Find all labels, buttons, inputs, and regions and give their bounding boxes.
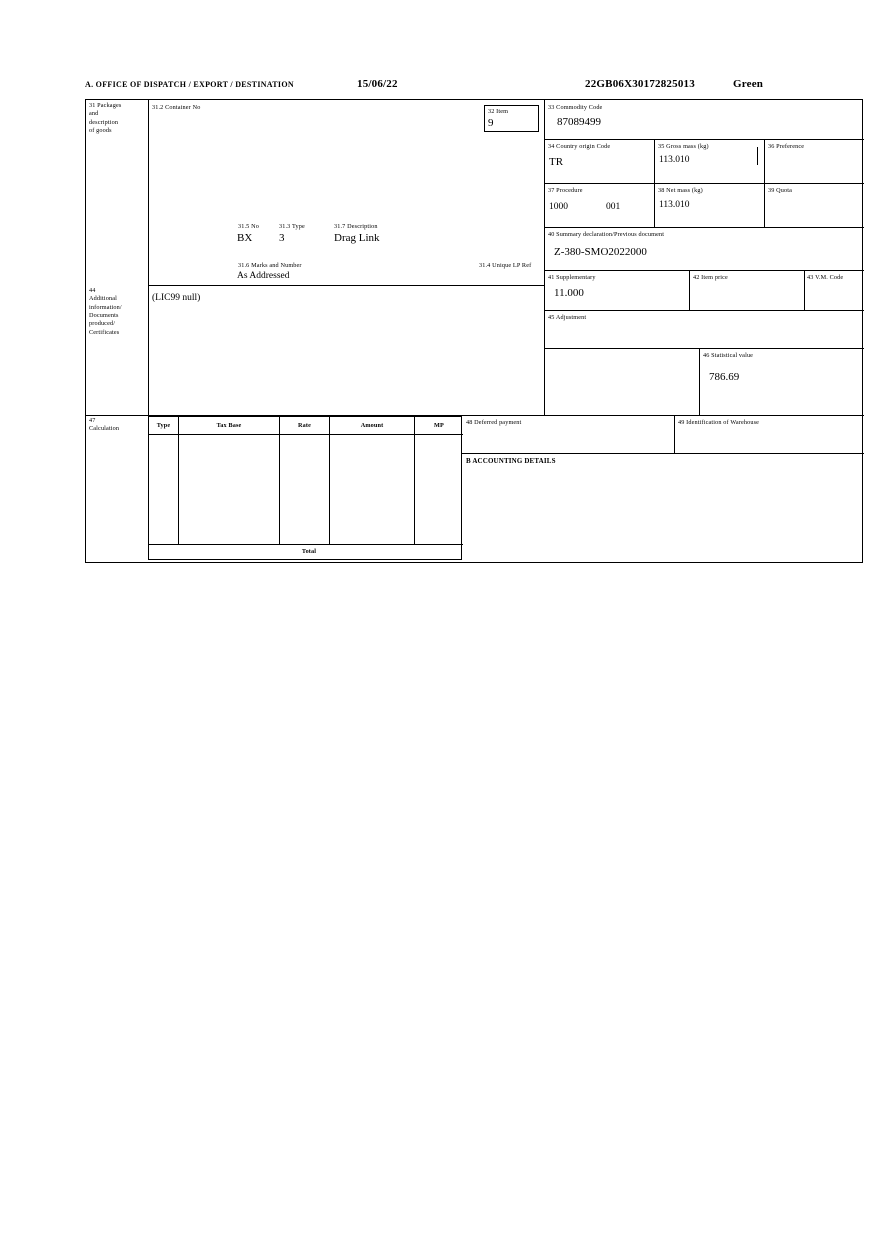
packages-type-label: 31.3 Type <box>279 223 305 230</box>
movement-reference-number: 22GB06X30172825013 <box>585 78 695 90</box>
box38-value: 113.010 <box>659 200 690 210</box>
calc-header-rate: Rate <box>298 422 311 429</box>
box44-value: (LIC99 null) <box>152 293 201 303</box>
container-no-label: 31.2 Container No <box>152 104 201 111</box>
box47-label-line-1: 47 <box>89 417 96 424</box>
box43-label: 43 V.M. Code <box>807 274 844 281</box>
box31-label <box>86 100 148 285</box>
box37-value-a: 1000 <box>549 202 568 212</box>
box44-label-line-4: Documents <box>89 312 119 320</box>
box48-label: 48 Deferred payment <box>466 419 522 426</box>
divider-calc-header-bottom <box>149 434 463 435</box>
box34-value: TR <box>549 156 564 168</box>
box40-value: Z-380-SMO2022000 <box>554 246 647 258</box>
box39-quota <box>764 183 864 227</box>
box33-label: 33 Commodity Code <box>548 104 603 111</box>
box34-label: 34 Country origin Code <box>548 143 611 150</box>
declaration-form-frame <box>85 99 863 563</box>
box41-label: 41 Supplementary <box>548 274 596 281</box>
box36-label: 36 Preference <box>768 143 805 150</box>
marks-and-number-value: As Addressed <box>237 271 290 281</box>
divider-calc-col-2 <box>279 417 280 544</box>
marks-and-number-label: 31.6 Marks and Number <box>238 262 302 269</box>
declaration-date: 15/06/22 <box>357 78 398 90</box>
calc-header-tax-base: Tax Base <box>216 422 242 429</box>
box44-label <box>86 285 148 415</box>
box40-previous-document <box>544 227 864 270</box>
box38-net-mass <box>654 183 764 227</box>
customs-lane-status: Green <box>733 78 764 90</box>
packages-no-value: BX <box>237 232 253 244</box>
box35-gross-mass <box>654 139 764 183</box>
box44-label-line-1: 44 <box>89 287 96 294</box>
box38-label: 38 Net mass (kg) <box>658 187 703 194</box>
calc-header-type: Type <box>156 422 171 429</box>
packages-description-value: Drag Link <box>334 232 380 244</box>
calc-header-amount: Amount <box>360 422 384 429</box>
packages-no-label: 31.5 No <box>238 223 259 230</box>
boxB-accounting-details <box>462 453 864 563</box>
box40-label: 40 Summary declaration/Previous document <box>548 231 665 238</box>
box31-label-line-2: and <box>89 110 99 118</box>
box49-warehouse-identification <box>674 415 864 453</box>
box35-value: 113.010 <box>659 155 690 165</box>
divider-calc-col-1 <box>178 417 179 544</box>
packages-type-value: 3 <box>279 232 285 244</box>
box36-preference <box>764 139 864 183</box>
divider-dotted-box46-left <box>544 348 545 415</box>
box47-label-line-2: Calculation <box>89 425 120 433</box>
box35-label: 35 Gross mass (kg) <box>658 143 709 150</box>
box45-adjustment <box>544 310 864 348</box>
box44-label-line-3: information/ <box>89 303 122 311</box>
box46-value: 786.69 <box>709 371 740 383</box>
box41-value: 11.000 <box>554 287 584 299</box>
box32-label: 32 Item <box>488 108 509 115</box>
box31-label-line-4: of goods <box>89 127 112 135</box>
box41-supplementary <box>544 270 689 310</box>
box33-commodity-code <box>544 100 864 139</box>
divider-calc-col-4 <box>414 417 415 544</box>
box46-statistical-value <box>699 348 864 415</box>
box32-item-number <box>484 105 539 132</box>
box43-vm-code <box>804 270 864 310</box>
packages-description-label: 31.7 Description <box>334 223 378 230</box>
box33-value: 87089499 <box>557 116 601 128</box>
box31-label-line-3: description <box>89 118 119 126</box>
box31-label-line-1: 31 Packages <box>89 102 122 109</box>
box37-value-b: 001 <box>606 202 621 212</box>
box45-label: 45 Adjustment <box>548 314 587 321</box>
box35-tick-mark <box>757 147 758 165</box>
calc-total-label: Total <box>301 548 317 555</box>
calc-header-mp: MP <box>434 422 444 429</box>
box49-label: 49 Identification of Warehouse <box>678 419 760 426</box>
box34-country-origin <box>544 139 654 183</box>
box44-content <box>148 285 544 415</box>
box32-value: 9 <box>488 117 494 129</box>
box44-label-line-2: Additional <box>89 295 117 303</box>
divider-calc-total-top <box>149 544 463 545</box>
office-of-dispatch-label: A. OFFICE OF DISPATCH / EXPORT / DESTINATION <box>85 80 294 89</box>
box47-label <box>86 415 148 563</box>
boxB-label: B ACCOUNTING DETAILS <box>466 457 556 465</box>
unique-lp-ref-label: 31.4 Unique LP Ref <box>479 262 532 269</box>
divider-calc-col-3 <box>329 417 330 544</box>
box44-label-line-5: produced/ <box>89 320 116 328</box>
document-header <box>85 80 863 94</box>
box42-label: 42 Item price <box>693 274 728 281</box>
box37-label: 37 Procedure <box>548 187 583 194</box>
box39-label: 39 Quota <box>768 187 793 194</box>
box44-label-line-6: Certificates <box>89 328 120 336</box>
box48-deferred-payment <box>462 415 674 453</box>
box47-calculation-table <box>148 416 462 560</box>
box42-item-price <box>689 270 804 310</box>
box46-label: 46 Statistical value <box>703 352 754 359</box>
box37-procedure <box>544 183 654 227</box>
